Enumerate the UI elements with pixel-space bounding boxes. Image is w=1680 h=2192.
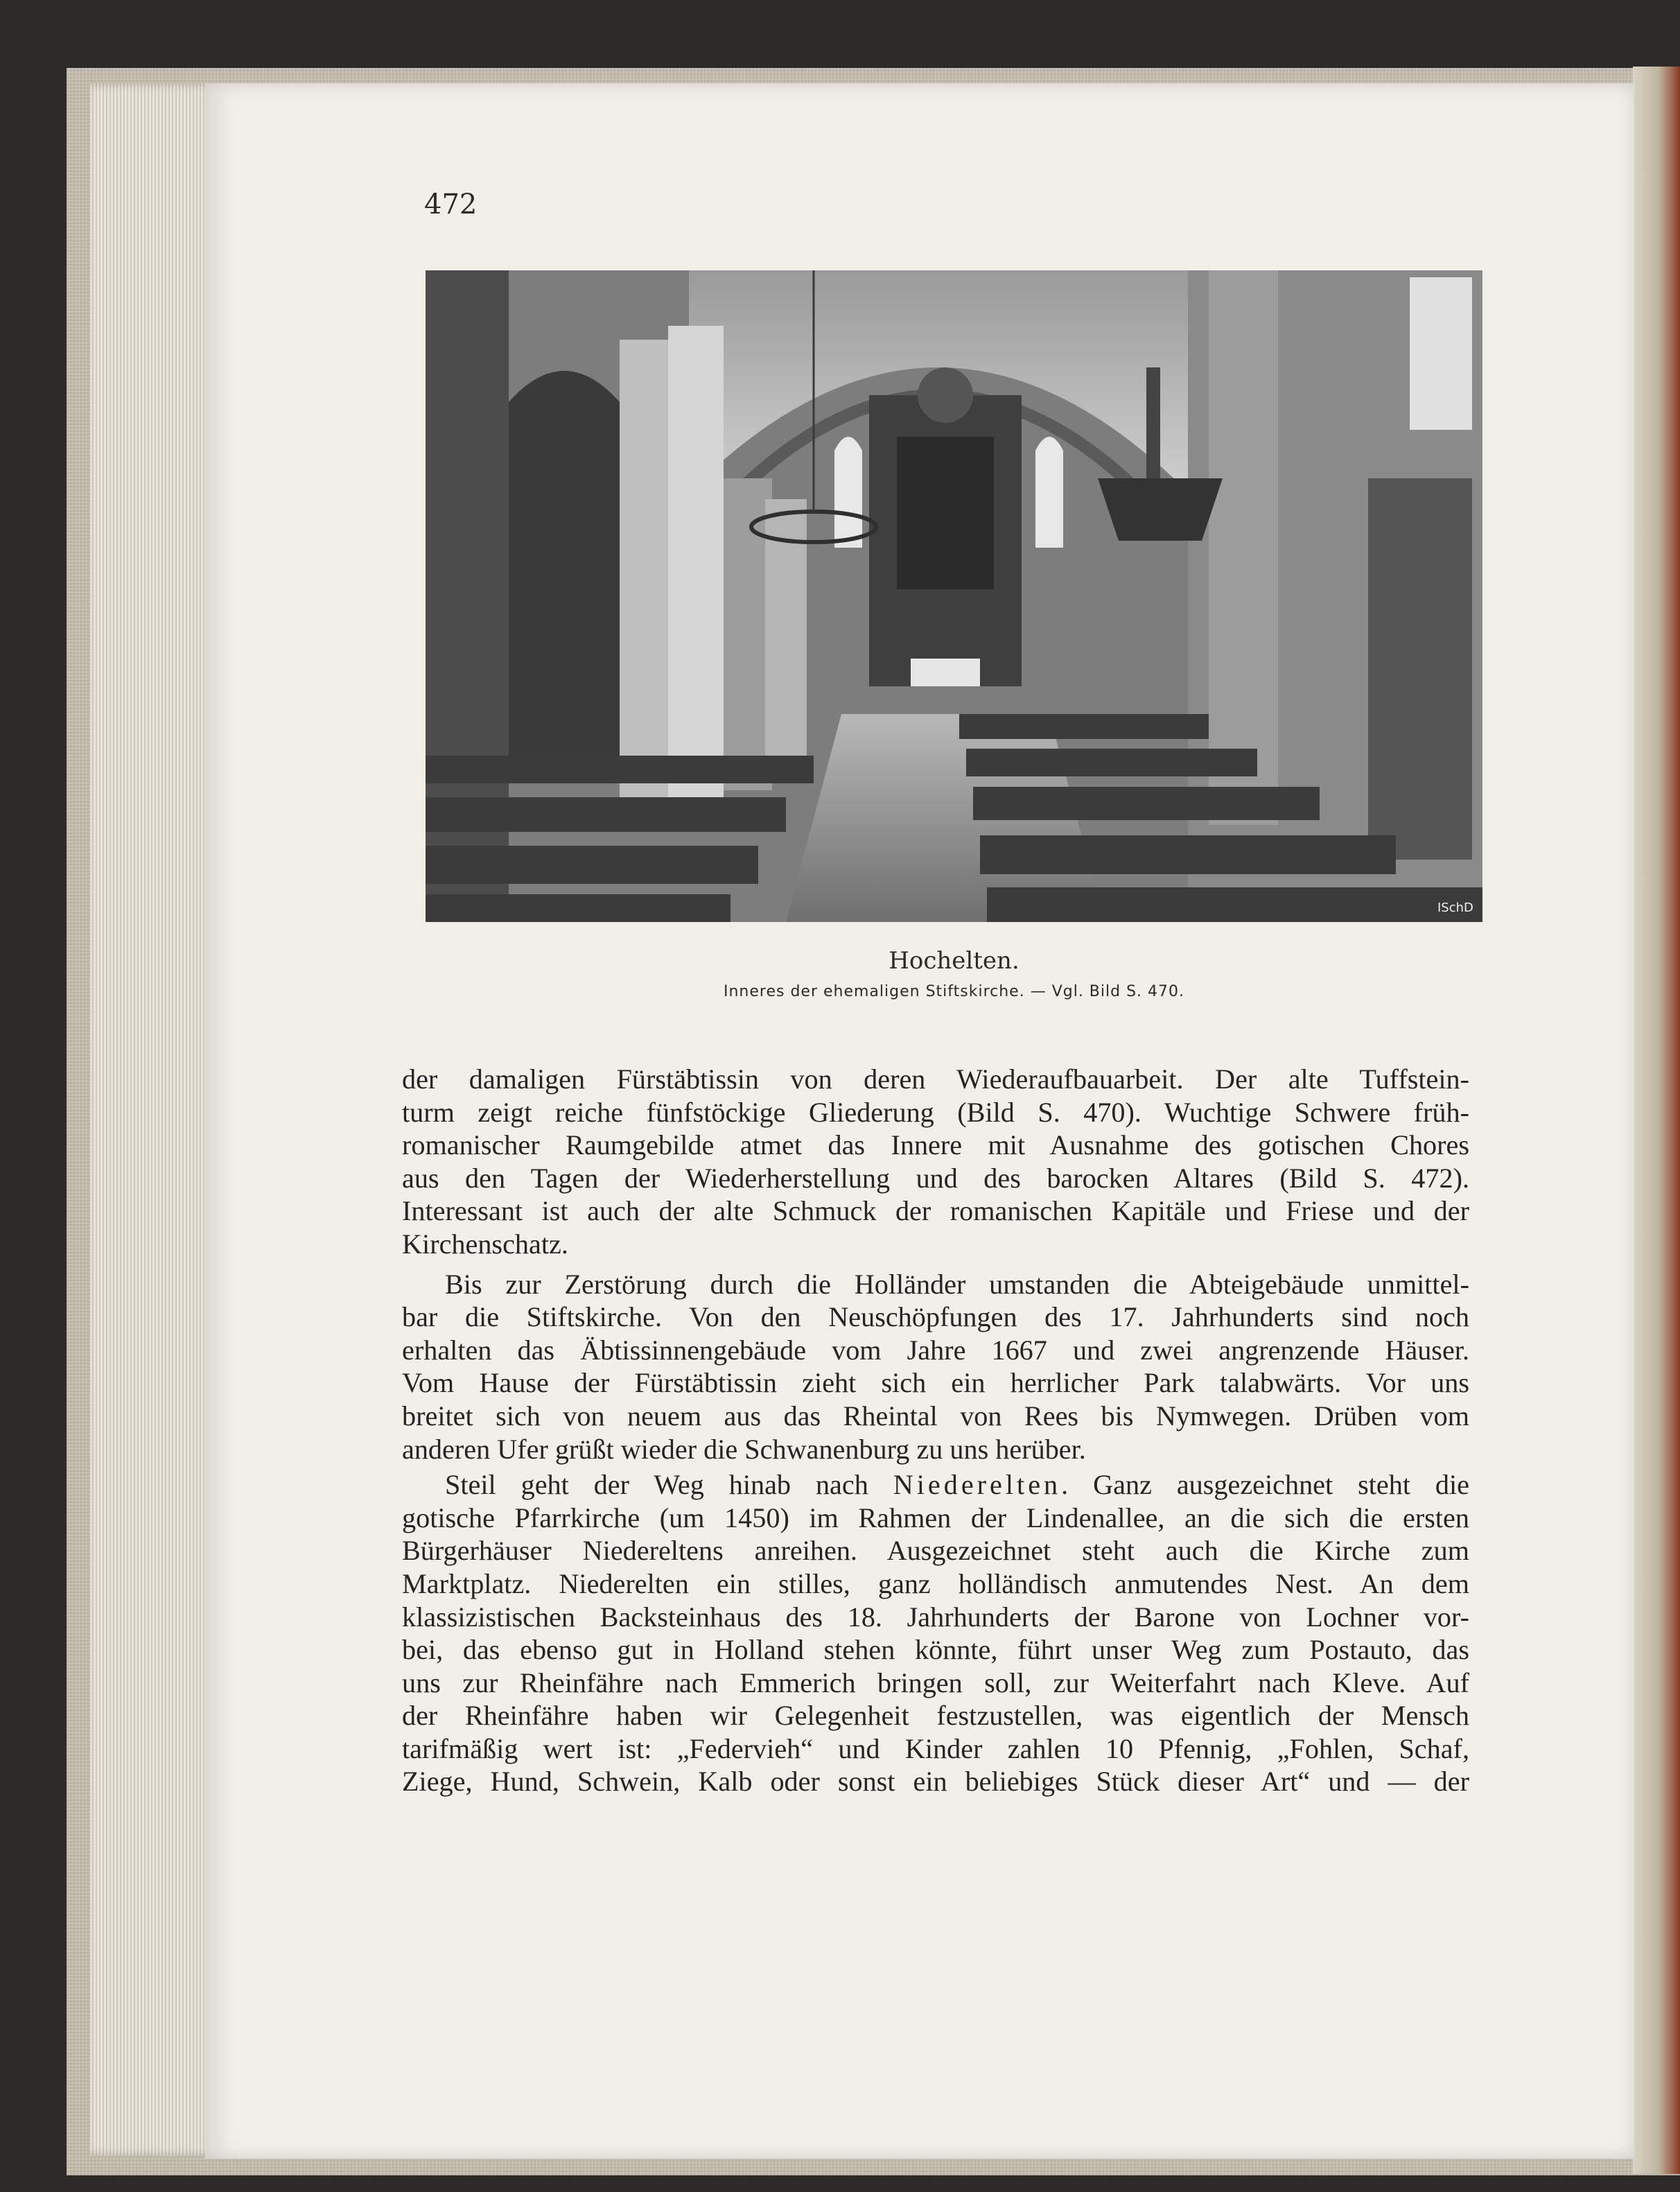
text-line bbox=[402, 1468, 1469, 1502]
text-line: romanischer Raumgebilde atmet das Innere mit Ausnahme des gotischen Chores bbox=[402, 1129, 1469, 1161]
text-line: erhalten das Äbtissinnengebäude vom Jahre 1667 und zwei angrenzende Häuser. bbox=[402, 1334, 1469, 1366]
figure-title: Hochelten. bbox=[889, 947, 1020, 975]
text-line: Vom Hause der Fürstäbtissin zieht sich ein herrlicher Park talabwärts. Vor uns bbox=[402, 1367, 1469, 1399]
text-line: der damaligen Fürstäbtissin von deren Wiederaufbauarbeit. Der alte Tuffstein- bbox=[402, 1063, 1469, 1095]
place-name-spaced: Niederelten bbox=[893, 1469, 1062, 1501]
text-run: . Ganz ausgezeichnet steht die bbox=[1061, 1469, 1470, 1501]
text-line: Kirchenschatz. bbox=[402, 1228, 568, 1260]
church-interior-illustration bbox=[426, 270, 1482, 922]
text-line: bar die Stiftskirche. Von den Neuschöpfungen des 17. Jahrhunderts sind noch bbox=[402, 1301, 1469, 1333]
body-text bbox=[402, 1063, 1469, 1798]
text-line: aus den Tagen der Wiederherstellung und des barocken Altares (Bild S. 472). bbox=[402, 1162, 1469, 1194]
paragraph-2 bbox=[402, 1268, 1469, 1466]
text-line: der Rheinfähre haben wir Gelegenheit festzustellen, was eigentlich der Mensch bbox=[402, 1700, 1469, 1732]
text-line: turm zeigt reiche fünfstöckige Gliederung (Bild S. 470). Wuchtige Schwere früh- bbox=[402, 1096, 1469, 1128]
text-line: Marktplatz. Niederelten ein stilles, ganz holländisch anmutendes Nest. An dem bbox=[402, 1567, 1469, 1599]
text-line: bei, das ebenso gut in Holland stehen könnte, führt unser Weg zum Postauto, das bbox=[402, 1634, 1469, 1666]
text-line: tarifmäßig wert ist: „Federvieh“ und Kinder zahlen 10 Pfennig, „Fohlen, Schaf, bbox=[402, 1732, 1469, 1764]
text-line: Interessant ist auch der alte Schmuck der romanischen Kapitäle und Friese und der bbox=[402, 1195, 1469, 1227]
church-interior-photo bbox=[426, 270, 1482, 922]
figure-subtitle: Inneres der ehemaligen Stiftskirche. — Vgl. Bild S. 470. bbox=[723, 983, 1185, 1000]
text-run: Steil geht der Weg hinab nach bbox=[445, 1469, 893, 1501]
photo-signature: ISchD bbox=[1437, 901, 1473, 915]
paragraph-3 bbox=[402, 1468, 1469, 1798]
page-number: 472 bbox=[424, 189, 478, 220]
text-line: uns zur Rheinfähre nach Emmerich bringen soll, zur Weiterfahrt nach Kleve. Auf bbox=[402, 1667, 1469, 1698]
text-line: Ziege, Hund, Schwein, Kalb oder sonst ein beliebiges Stück dieser Art“ und — der bbox=[402, 1766, 1469, 1798]
paragraph-1 bbox=[402, 1063, 1469, 1261]
text-line: anderen Ufer grüßt wieder die Schwanenburg zu uns herüber. bbox=[402, 1433, 1086, 1465]
text-line: Bis zur Zerstörung durch die Holländer umstanden die Abteigebäude unmittel- bbox=[445, 1268, 1469, 1300]
text-line: gotische Pfarrkirche (um 1450) im Rahmen der Lindenallee, an die sich die ersten bbox=[402, 1502, 1469, 1533]
text-line: Bürgerhäuser Niedereltens anreihen. Ausgezeichnet steht auch die Kirche zum bbox=[402, 1535, 1469, 1567]
facing-page-edge bbox=[1633, 67, 1680, 2174]
page-edges bbox=[90, 83, 222, 2156]
text-line: breitet sich von neuem aus das Rheintal von Rees bis Nymwegen. Drüben vom bbox=[402, 1400, 1469, 1432]
text-line: klassizistischen Backsteinhaus des 18. Jahrhunderts der Barone von Lochner vor- bbox=[402, 1601, 1469, 1633]
